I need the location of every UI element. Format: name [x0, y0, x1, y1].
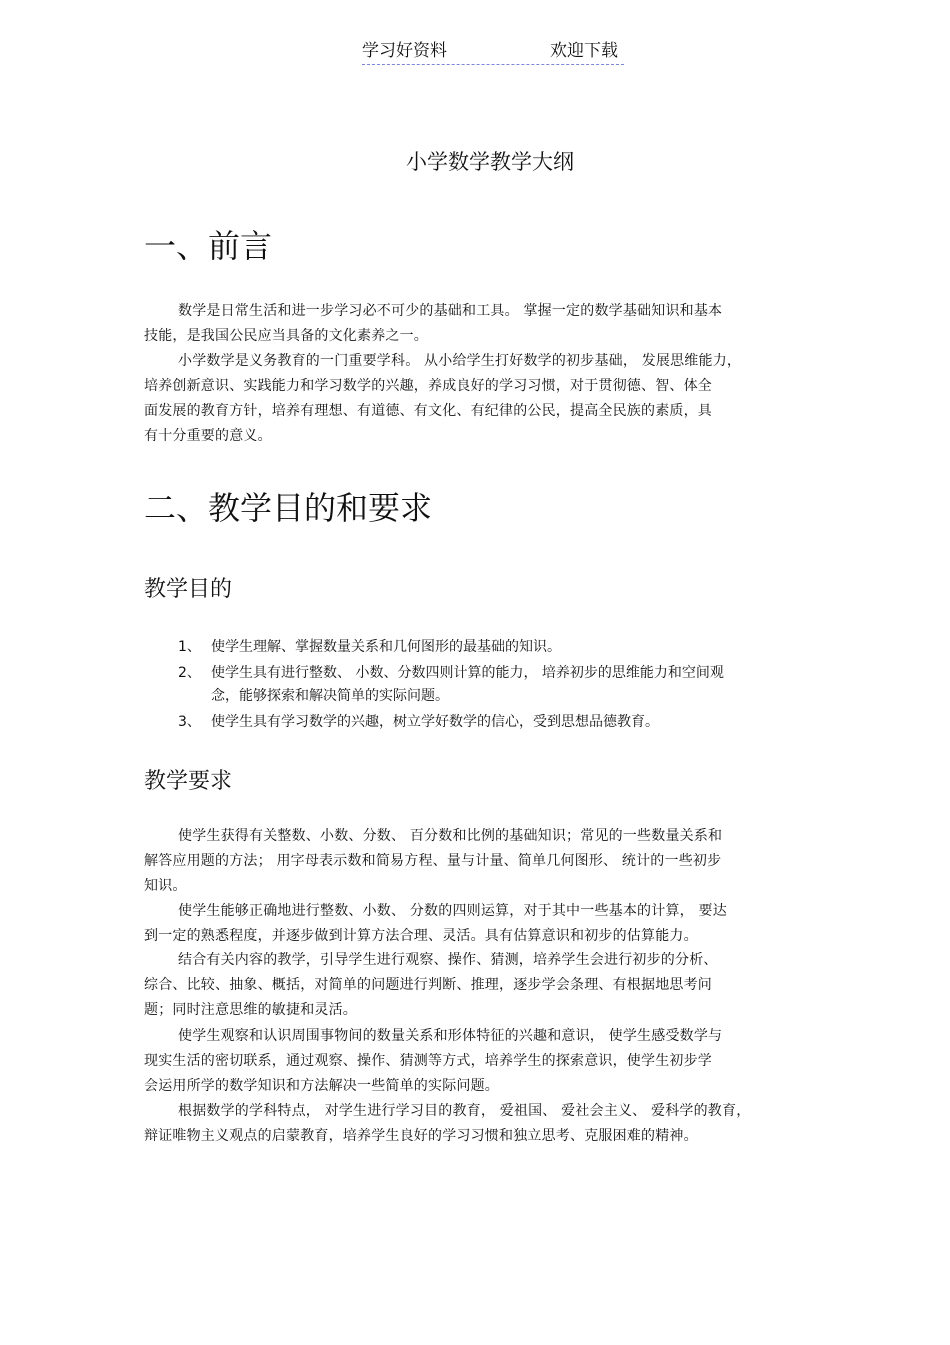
subheading-teaching-goals: 教学目的 [144, 577, 233, 602]
document-title: 小学数学教学大纲 [406, 150, 574, 174]
list-item [178, 711, 798, 734]
section-heading-goals-requirements: 二、教学目的和要求 [144, 489, 433, 527]
page-header [362, 40, 624, 65]
section-heading-preface: 一、前言 [144, 227, 273, 265]
header-right-text: 欢迎下载 [550, 41, 618, 61]
requirement-paragraph-5: 根据数学的学科特点， 对学生进行学习目的教育， 爱祖国、 爱社会主义、 爱科学的教育， 辩证唯物主义观点的启蒙教育，培养学生良好的学习习惯和独立思考、克服困难的精神。 [144, 1103, 751, 1144]
list-text: 使学生具有学习数学的兴趣，树立学好数学的信心，受到思想品德教育。 [211, 714, 659, 730]
requirement-paragraph-1: 使学生获得有关整数、小数、分数、 百分数和比例的基础知识；常见的一些数量关系和 解答应用题的方法； 用字母表示数和简易方程、量与计量、简单几何图形、 统计的一些初步 知识。 [144, 828, 723, 894]
requirement-paragraph-3: 结合有关内容的教学，引导学生进行观察、操作、猜测，培养学生会进行初步的分析、 综合、比较、抽象、概括，对简单的问题进行判断、推理，逐步学会条理、有根据地思考问 题；同时注意思维的敏捷和灵活。 [144, 952, 718, 1018]
list-number: 1、 [178, 639, 201, 655]
preface-paragraph-1: 数学是日常生活和进一步学习必不可少的基础和工具。 掌握一定的数学基础知识和基本 技能，是我国公民应当具备的文化素养之一。 [144, 303, 723, 344]
list-item [178, 636, 798, 659]
list-number: 3、 [178, 714, 201, 730]
list-text: 使学生理解、掌握数量关系和几何图形的最基础的知识。 [211, 639, 561, 655]
subheading-teaching-requirements: 教学要求 [144, 769, 233, 794]
list-text: 使学生具有进行整数、 小数、分数四则计算的能力， 培养初步的思维能力和空间观 念，能够探索和解决简单的实际问题。 [211, 665, 724, 704]
teaching-goals-list [178, 636, 798, 737]
preface-paragraph-2: 小学数学是义务教育的一门重要学科。 从小给学生打好数学的初步基础， 发展思维能力， 培养创新意识、实践能力和学习数学的兴趣，养成良好的学习习惯，对于贯彻德、智、体全 面发展的教育方针，培养有理想、有道德、有文化、有纪律的公民，提高全民族的素质，具 有十分重要的意义。 [144, 353, 742, 444]
list-number: 2、 [178, 665, 201, 681]
header-left-text: 学习好资料 [362, 41, 447, 61]
requirement-paragraph-2: 使学生能够正确地进行整数、小数、 分数的四则运算，对于其中一些基本的计算， 要达 到一定的熟悉程度，并逐步做到计算方法合理、灵活。具有估算意识和初步的估算能力。 [144, 903, 727, 944]
requirement-paragraph-4: 使学生观察和认识周围事物间的数量关系和形体特征的兴趣和意识， 使学生感受数学与 现实生活的密切联系，通过观察、操作、猜测等方式，培养学生的探索意识，使学生初步学 会运用所学的数学知识和方法解决一些简单的实际问题。 [144, 1028, 723, 1094]
list-item [178, 662, 798, 708]
